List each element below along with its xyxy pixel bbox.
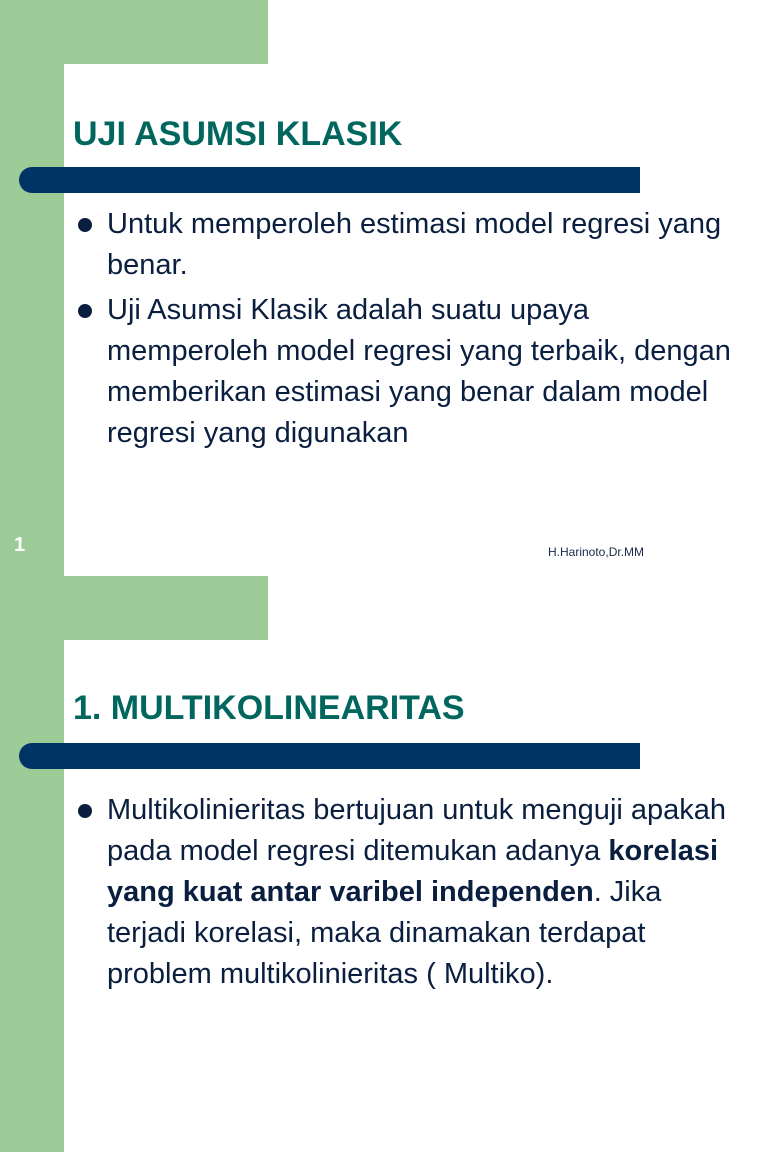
title-rule [19,167,640,193]
list-item [76,204,746,286]
slide-2 [0,576,768,1152]
bullet-list [76,790,746,999]
bullet-icon [78,304,92,318]
green-left-band [0,0,64,576]
green-left-band [0,576,64,1152]
slide-number: 1 [14,534,26,556]
bullet-emphasis: korelasi yang kuat antar varibel independen [107,835,719,908]
list-item [76,790,746,995]
slide-title: 1. MULTIKOLINEARITAS [73,689,465,727]
footer-author: H.Harinoto,Dr.MM [548,545,645,559]
bullet-text: Untuk memperoleh estimasi model regresi yang benar. [107,208,722,281]
slide-title: UJI ASUMSI KLASIK [73,115,403,153]
bullet-text-part: . Jika terjadi korelasi, maka dinamakan terdapat problem multikolinieritas ( Multiko). [107,876,662,990]
title-rule [19,743,640,769]
bullet-icon [78,218,92,232]
bullet-text: Uji Asumsi Klasik adalah suatu upaya memperoleh model regresi yang terbaik, dengan memberikan estimasi yang benar dalam model regresi yang digunakan [107,294,731,449]
bullet-text-part: Multikolinieritas bertujuan untuk menguji apakah pada model regresi ditemukan adanya [107,794,727,867]
bullet-list [76,204,746,458]
list-item [76,290,746,454]
bullet-icon [78,804,92,818]
